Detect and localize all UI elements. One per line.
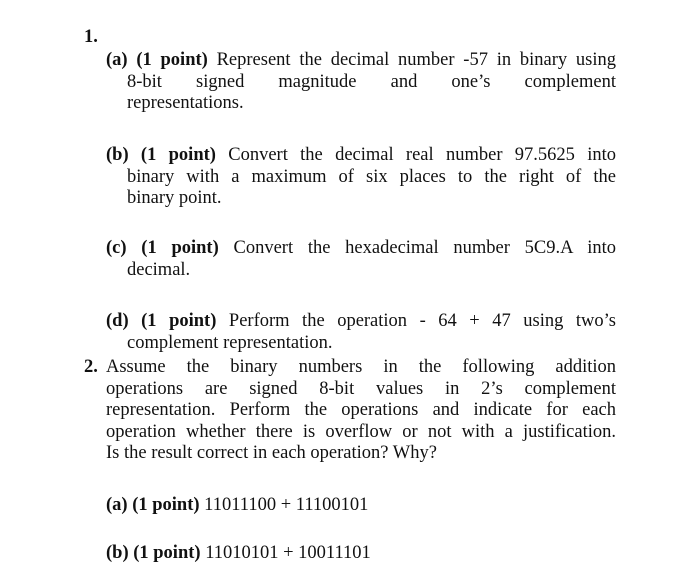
question-1b: [106, 145, 616, 210]
question-1c: [106, 238, 616, 281]
question-1c-line-2: decimal.: [127, 259, 191, 280]
question-1c-label: (c) (1 point): [106, 238, 219, 258]
question-1b-line-2: binary with a maximum of six places to the right of the: [127, 166, 616, 187]
question-2-line-1: Assume the binary numbers in the following addition: [106, 357, 616, 377]
question-1c-line-1: [106, 238, 616, 260]
question-1a-text-1: Represent the decimal number -57 in binary using: [216, 50, 617, 70]
question-2-body: [106, 357, 616, 465]
question-1d: [106, 311, 616, 354]
question-2a-text: 11011100 + 11100101: [204, 495, 369, 515]
question-2-line-2: operations are signed 8-bit values in 2’s complement: [106, 378, 616, 399]
question-1a: [106, 50, 616, 115]
question-1d-line-1: [106, 311, 616, 333]
question-2-number: 2.: [84, 357, 98, 377]
question-1a-line-2: 8-bit signed magnitude and one’s complement: [127, 71, 616, 92]
question-1a-line-3: representations.: [127, 93, 244, 113]
question-2-line-5: Is the result correct in each operation? Why?: [106, 443, 437, 463]
question-1b-label: (b) (1 point): [106, 145, 216, 165]
question-1d-label: (d) (1 point): [106, 311, 217, 331]
question-1b-line-1: [106, 145, 616, 167]
question-2-line-4: operation whether there is overflow or not with a justification.: [106, 421, 616, 442]
question-2a: [106, 495, 616, 517]
question-1b-text-1: Convert the decimal real number 97.5625 into: [228, 145, 616, 165]
question-1-number: 1.: [84, 27, 98, 47]
question-1a-line-1: [106, 50, 616, 72]
question-1c-text-1: Convert the hexadecimal number 5C9.A into: [233, 238, 616, 258]
question-1d-line-2: complement representation.: [127, 332, 333, 353]
question-1b-line-3: binary point.: [127, 188, 222, 208]
question-2b-label: (b) (1 point): [106, 543, 201, 563]
question-2-line-3: representation. Perform the operations and indicate for each: [106, 400, 616, 420]
question-1a-label: (a) (1 point): [106, 50, 208, 70]
question-2b-text: 11010101 + 10011101: [205, 543, 371, 563]
question-2a-label: (a) (1 point): [106, 495, 200, 515]
question-1d-text-1: Perform the operation - 64 + 47 using two’s: [228, 311, 617, 331]
question-2b: [106, 543, 616, 565]
